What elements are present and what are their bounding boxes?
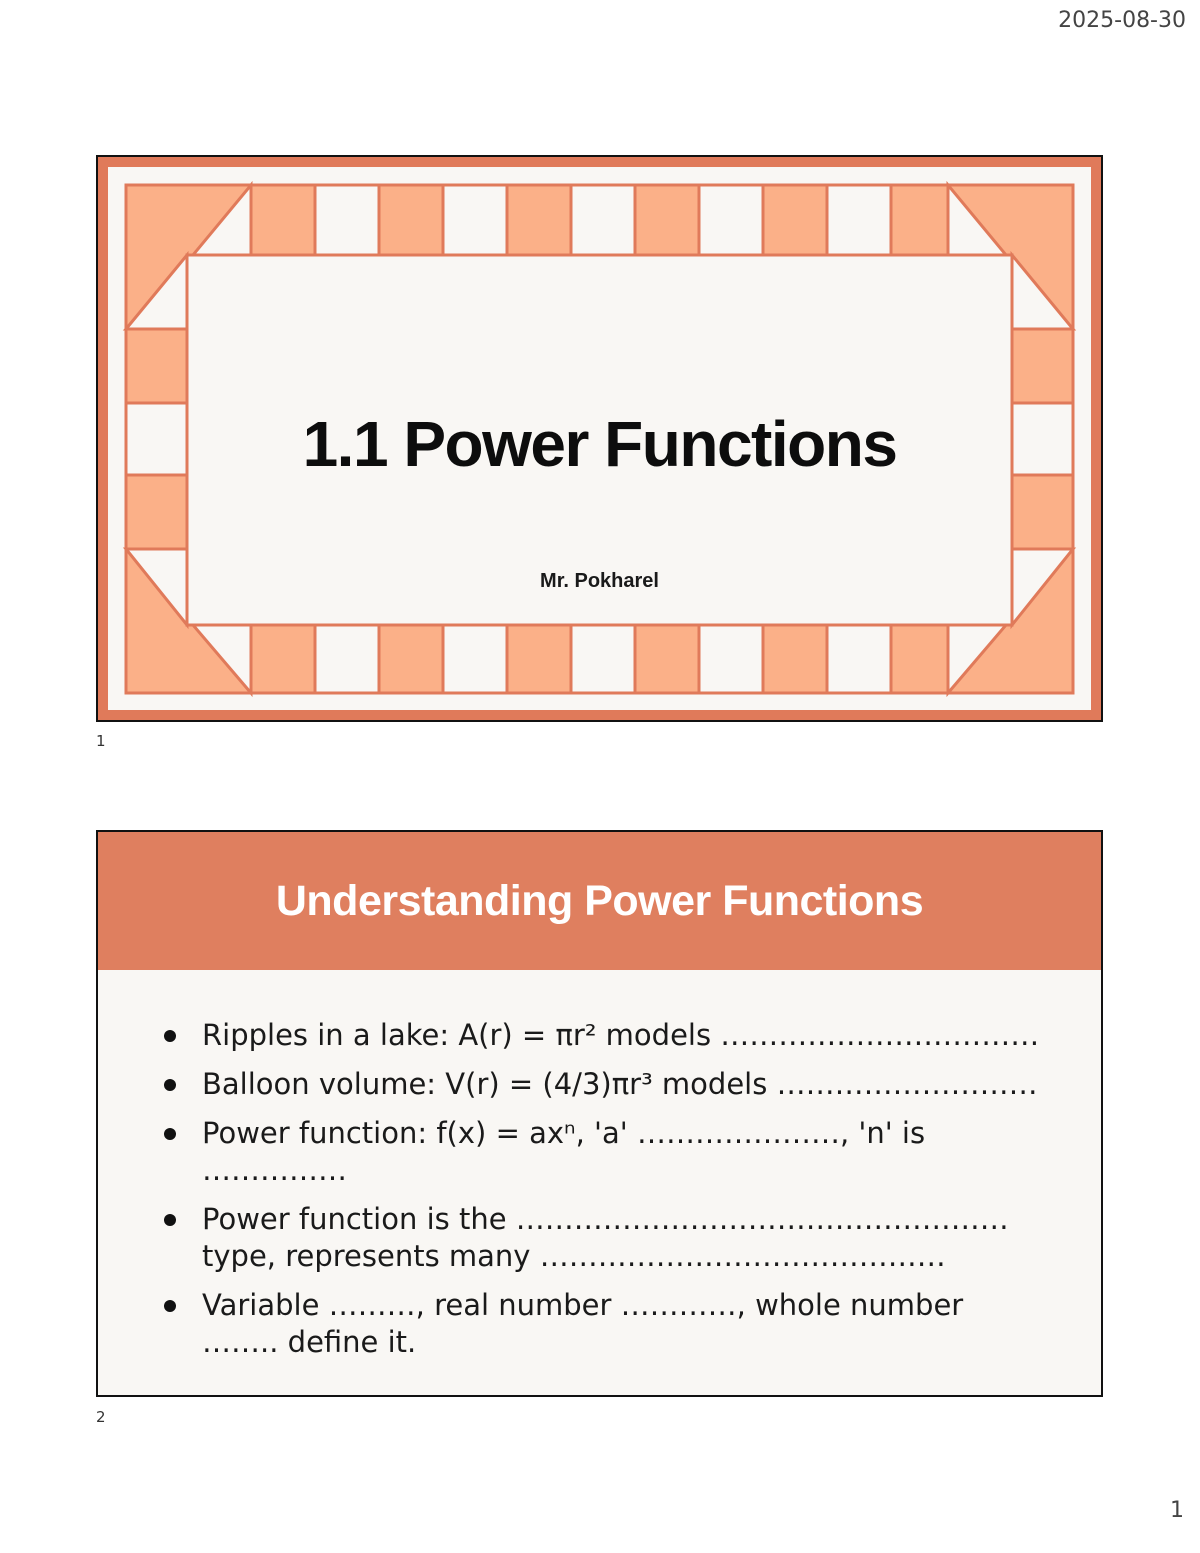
bullet-text: Power function: f(x) = axⁿ, 'a' …………………, 'n' is …………… <box>202 1116 926 1187</box>
bullet-text: Ripples in a lake: A(r) = πr² models …………………………… <box>202 1018 1040 1052</box>
slide-number: 1 <box>96 732 106 750</box>
list-item <box>160 1017 1040 1054</box>
slide-number: 2 <box>96 1408 106 1426</box>
bullet-icon <box>164 1128 176 1140</box>
bullet-list <box>160 1017 1040 1373</box>
slide-author: Mr. Pokharel <box>540 570 659 592</box>
bullet-icon <box>164 1214 176 1226</box>
bullet-text: Power function is the …………………………………………… type, represents many …………………………………… <box>202 1202 1009 1273</box>
list-item <box>160 1115 1040 1189</box>
list-item <box>160 1066 1040 1103</box>
slide-title: Understanding Power Functions <box>275 876 924 925</box>
slide-header-band <box>98 832 1101 970</box>
document-date: 2025-08-30 <box>1058 8 1186 33</box>
slide-1 <box>96 155 1103 722</box>
slide-2 <box>96 830 1103 1397</box>
bullet-icon <box>164 1079 176 1091</box>
page-number: 1 <box>1170 1498 1184 1523</box>
bullet-text: Balloon volume: V(r) = (4/3)πr³ models ……………………… <box>202 1067 1038 1101</box>
bullet-icon <box>164 1030 176 1042</box>
slide-title: 1.1 Power Functions <box>302 408 897 480</box>
bullet-icon <box>164 1300 176 1312</box>
list-item <box>160 1287 1040 1361</box>
list-item <box>160 1201 1040 1275</box>
bullet-text: Variable ………, real number …………, whole number …….. define it. <box>202 1288 964 1359</box>
